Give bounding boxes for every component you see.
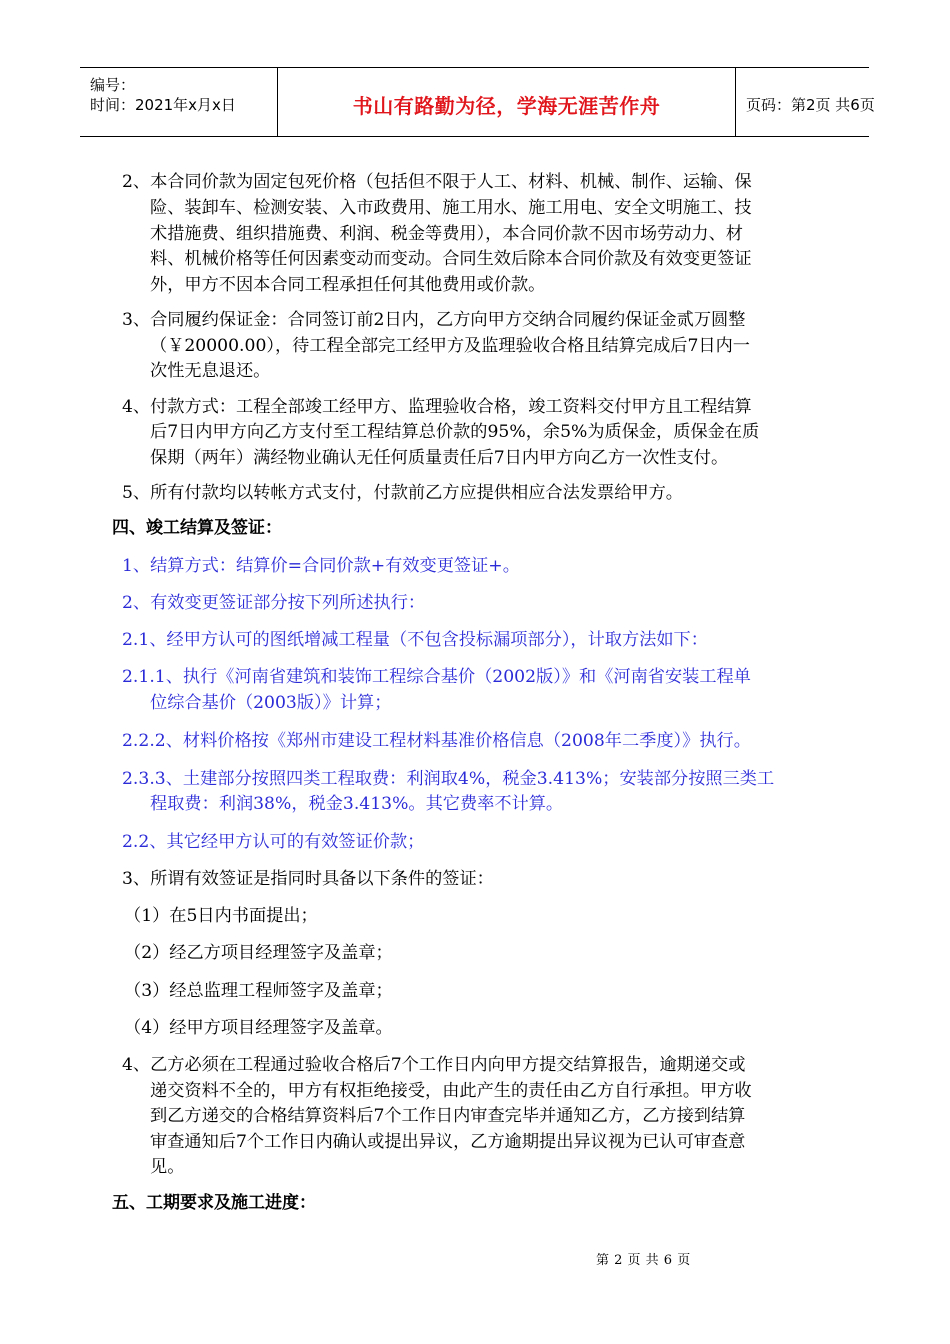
section-heading: 五、工期要求及施工进度： [112, 1193, 316, 1213]
paragraph-line: （￥20000.00），待工程全部完工经甲方及监理验收合格且结算完成后7日内一 [150, 336, 750, 356]
section-heading: 四、竣工结算及签证： [112, 518, 282, 538]
paragraph-line: 外，甲方不因本合同工程承担任何其他费用或价款。 [150, 275, 546, 295]
document-number-label: 编号： [90, 76, 136, 94]
paragraph-line: 程取费：利润38%，税金3.413%。其它费率不计算。 [150, 794, 564, 814]
paragraph-line: 后7日内甲方向乙方支付至工程结算总价款的95%，余5%为质保金，质保金在质 [150, 422, 760, 442]
paragraph-line: 1、结算方式：结算价=合同价款+有效变更签证+。 [122, 556, 520, 576]
list-item: （4）经甲方项目经理签字及盖章。 [124, 1018, 393, 1038]
paragraph-line: 到乙方递交的合格结算资料后7个工作日内审查完毕并通知乙方，乙方接到结算 [150, 1106, 746, 1126]
paragraph-line: 3、合同履约保证金：合同签订前2日内，乙方向甲方交纳合同履约保证金贰万圆整 [122, 310, 746, 330]
list-item: （2）经乙方项目经理签字及盖章； [124, 943, 393, 963]
list-item: （3）经总监理工程师签字及盖章； [124, 981, 393, 1001]
document-time-label: 时间：2021年x月x日 [90, 96, 236, 114]
paragraph-line: 3、所谓有效签证是指同时具备以下条件的签证： [122, 869, 494, 889]
page-footer: 第 2 页 共 6 页 [596, 1253, 691, 1268]
header-page-cell [736, 68, 875, 136]
header-info-cell [80, 68, 278, 136]
header-motto-cell [278, 68, 736, 136]
paragraph-line: 险、装卸车、检测安装、入市政费用、施工用水、施工用电、安全文明施工、技 [150, 198, 752, 218]
paragraph-line: 2、本合同价款为固定包死价格（包括但不限于人工、材料、机械、制作、运输、保 [122, 172, 752, 192]
paragraph-line: 术措施费、组织措施费、利润、税金等费用），本合同价款不因市场劳动力、材 [150, 224, 743, 244]
header-motto: 书山有路勤为径，学海无涯苦作舟 [352, 94, 661, 118]
header-page-code: 页码：第2页 共6页 [746, 96, 875, 114]
paragraph-line: 2.1.1、执行《河南省建筑和装饰工程综合基价（2002版）》和《河南省安装工程单 [122, 667, 751, 687]
paragraph-line: 2.3.3、土建部分按照四类工程取费：利润取4%，税金3.413%；安装部分按照三类工 [122, 769, 775, 789]
paragraph-line: 4、乙方必须在工程通过验收合格后7个工作日内向甲方提交结算报告，逾期递交或 [122, 1055, 746, 1075]
paragraph-line: 4、付款方式：工程全部竣工经甲方、监理验收合格，竣工资料交付甲方且工程结算 [122, 397, 752, 417]
paragraph-line: 2、有效变更签证部分按下列所述执行： [122, 593, 426, 613]
paragraph-line: 审查通知后7个工作日内确认或提出异议，乙方逾期提出异议视为已认可审查意 [150, 1132, 746, 1152]
paragraph-line: 2.1、经甲方认可的图纸增减工程量（不包含投标漏项部分），计取方法如下： [122, 630, 708, 650]
paragraph-line: 5、所有付款均以转帐方式支付，付款前乙方应提供相应合法发票给甲方。 [122, 483, 683, 503]
paragraph-line: 2.2、其它经甲方认可的有效签证价款； [122, 832, 425, 852]
paragraph-line: 2.2.2、材料价格按《郑州市建设工程材料基准价格信息（2008年二季度）》执行。 [122, 731, 751, 751]
paragraph-line: 料、机械价格等任何因素变动而变动。合同生效后除本合同价款及有效变更签证 [150, 249, 752, 269]
paragraph-line: 递交资料不全的，甲方有权拒绝接受，由此产生的责任由乙方自行承担。甲方收 [150, 1081, 752, 1101]
paragraph-line: 位综合基价（2003版）》计算； [150, 693, 392, 713]
list-item: （1）在5日内书面提出； [124, 906, 318, 926]
paragraph-line: 见。 [150, 1157, 185, 1177]
paragraph-line: 保期（两年）满经物业确认无任何质量责任后7日内甲方向乙方一次性支付。 [150, 448, 729, 468]
paragraph-line: 次性无息退还。 [150, 361, 271, 381]
page-header [80, 67, 875, 137]
